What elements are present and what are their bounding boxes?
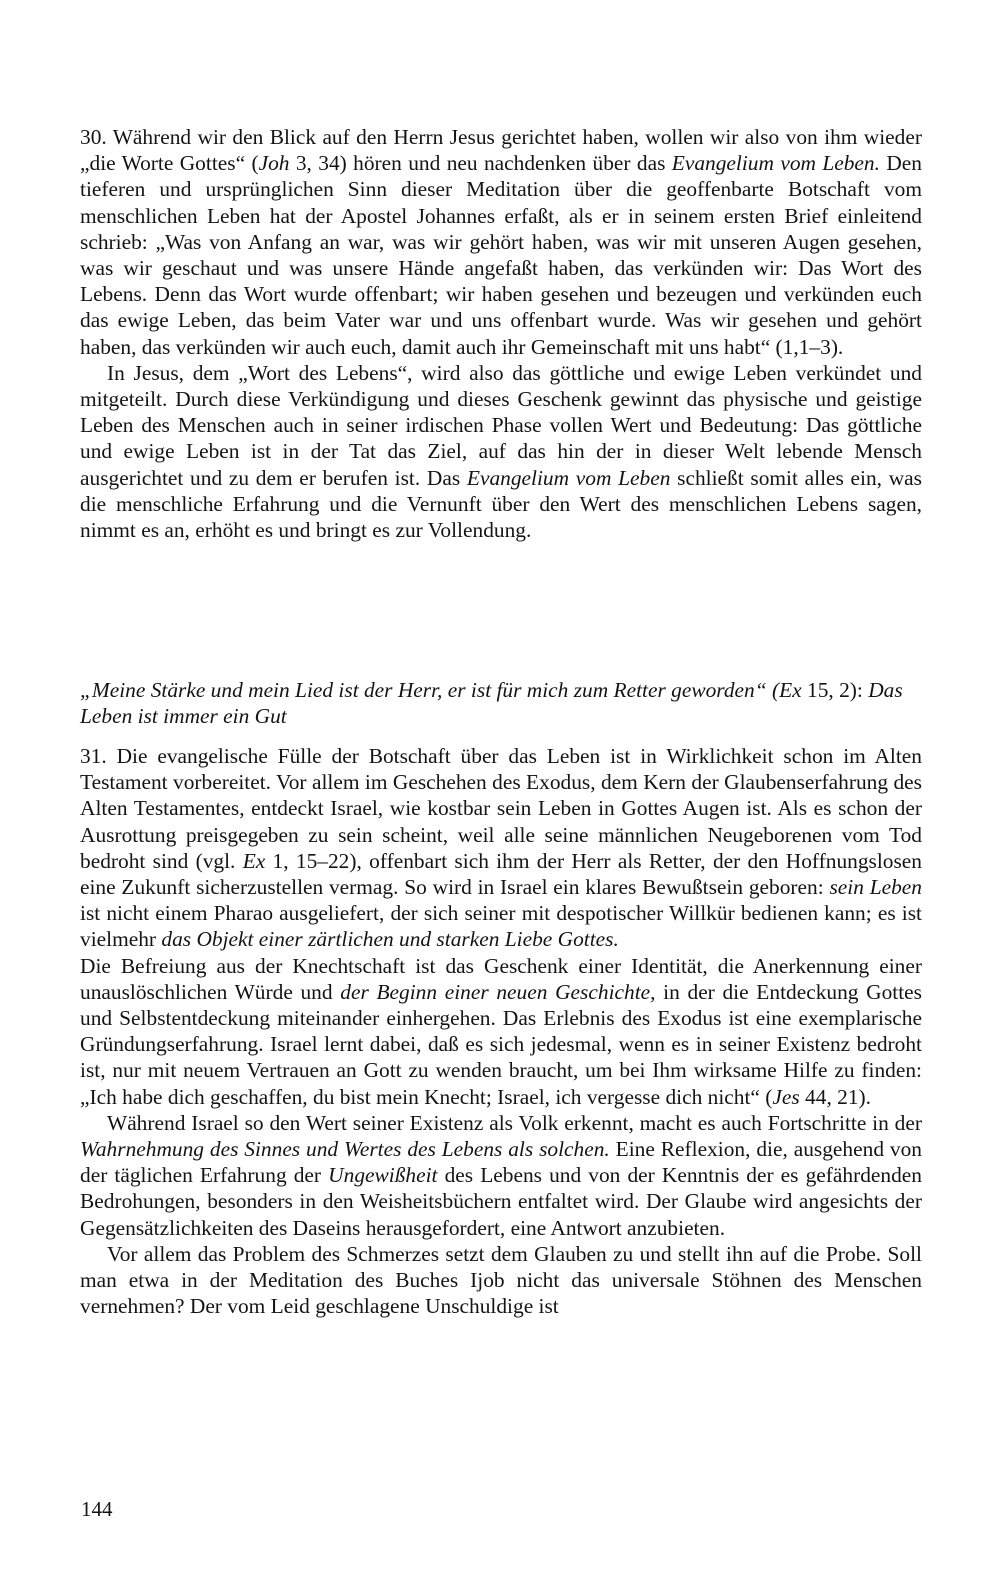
paragraph-31-4: Vor allem das Problem des Schmerzes setzt dem Glauben zu und stellt ihn auf die Probe. Soll man etwa in der Meditation des Buches Ijob nicht das universale Stöhnen des Menschen vernehmen? Der vom Leid geschlagene Unschuldige ist [80, 1241, 922, 1319]
section-30 [80, 124, 922, 543]
page-number: 144 [81, 1497, 113, 1521]
section-31 [80, 743, 922, 1319]
paragraph-31-3: Während Israel so den Wert seiner Existenz als Volk erkennt, macht es auch Fortschritte in der Wahrnehmung des Sinnes und Wertes des Lebens als solchen. Eine Reflexion, die, ausgehend von der täglichen Erfahrung der Ungewißheit des Lebens und von der Kenntnis der es gefährdenden Bedrohungen, besonders in den Weisheitsbüchern entfaltet wird. Der Glaube wird angesichts der Gegensätzlichkeiten des Daseins herausgefordert, eine Antwort anzubieten. [80, 1110, 922, 1240]
section-heading: „Meine Stärke und mein Lied ist der Herr, er ist für mich zum Retter geworden“ (Ex 15, 2): Das Leben ist immer ein Gut [80, 678, 903, 729]
paragraph-31-2: Die Befreiung aus der Knechtschaft ist das Geschenk einer Identität, die Anerkennung einer unauslöschlichen Würde und der Beginn einer neuen Geschichte, in der die Entdeckung Gottes und Selbstentdeckung miteinander einhergehen. Das Erlebnis des Exodus ist eine exemplarische Gründungserfahrung. Israel lernt dabei, daß es sich jedesmal, wenn es in seiner Existenz bedroht ist, nur mit neuem Vertrauen an Gott zu wenden braucht, um bei Ihm wirksame Hilfe zu finden: „Ich habe dich geschaffen, du bist mein Knecht; Israel, ich vergesse dich nicht“ (Jes 44, 21). [80, 953, 922, 1109]
paragraph-31-1: 31. Die evangelische Fülle der Botschaft über das Leben ist in Wirklichkeit schon im Alten Testament vorbereitet. Vor allem im Geschehen des Exodus, dem Kern der Glaubenserfahrung des Alten Testamentes, entdeckt Israel, wie kostbar sein Leben in Gottes Augen ist. Als es schon der Ausrottung preisgegeben zu sein scheint, weil alle seine männlichen Neugeborenen vom Tod bedroht sind (vgl. Ex 1, 15–22), offenbart sich ihm der Herr als Retter, der den Hoffnungslosen eine Zukunft sicherzustellen vermag. So wird in Israel ein klares Bewußtsein geboren: sein Leben ist nicht einem Pharao ausgeliefert, der sich seiner mit despotischer Willkür bedienen kann; es ist vielmehr das Objekt einer zärtlichen und starken Liebe Gottes. [80, 744, 923, 952]
paragraph-30-2: In Jesus, dem „Wort des Lebens“, wird also das göttliche und ewige Leben verkündet und mitgeteilt. Durch diese Verkündigung und dieses Geschenk gewinnt das physische und geistige Leben des Menschen auch in seiner irdischen Phase vollen Wert und Bedeutung: Das göttliche und ewige Leben ist in der Tat das Ziel, auf das hin der in dieser Welt lebende Mensch ausgerichtet und zu dem er berufen ist. Das Evangelium vom Leben schließt somit alles ein, was die menschliche Erfahrung und die Vernunft über den Wert des menschlichen Lebens sagen, nimmt es an, erhöht es und bringt es zur Vollendung. [80, 360, 922, 543]
paragraph-30-1: 30. Während wir den Blick auf den Herrn Jesus gerichtet haben, wollen wir also von ihm wieder „die Worte Gottes“ (Joh 3, 34) hören und neu nachdenken über das Evangelium vom Leben. Den tieferen und ursprünglichen Sinn dieser Meditation über die geoffenbarte Botschaft vom menschlichen Leben hat der Apostel Johannes erfaßt, als er in seinem ersten Brief einleitend schrieb: „Was von Anfang an war, was wir gehört haben, was wir mit unseren Augen gesehen, was wir geschaut und was unsere Hände angefaßt haben, das verkünden wir: Das Wort des Lebens. Denn das Wort wurde offenbart; wir haben gesehen und bezeugen und verkünden euch das ewige Leben, das beim Vater war und uns offenbart wurde. Was wir gesehen und gehört haben, das verkünden wir auch euch, damit auch ihr Gemeinschaft mit uns habt“ (1,1–3). [80, 125, 922, 359]
